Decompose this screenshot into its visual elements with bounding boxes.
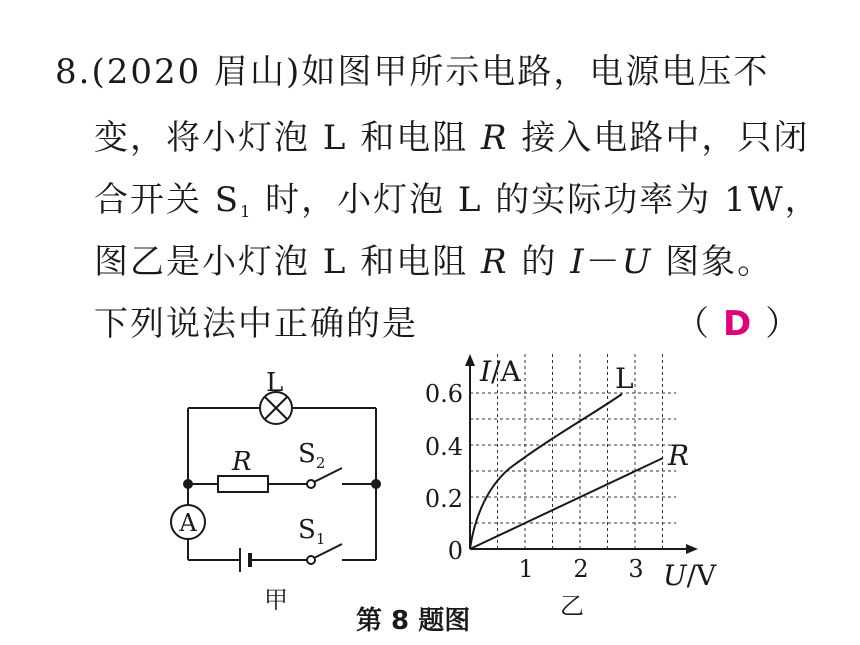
y-tick-label: 0.6 (424, 380, 463, 408)
switch-s2-label: $S_2$ (298, 439, 326, 472)
resistor-label: R (232, 447, 252, 477)
question-number: 8. (55, 52, 92, 92)
lamp-curve (470, 394, 622, 549)
lamp-label: L (266, 368, 284, 398)
current-symbol: I (570, 242, 586, 282)
switch-subscript: 1 (240, 202, 253, 221)
dash: － (585, 242, 622, 282)
lamp-curve-label: L (615, 362, 634, 395)
x-tick-label: 3 (628, 555, 644, 583)
question-line-4 (94, 242, 773, 282)
resistor-line-label: R (668, 439, 690, 472)
circuit-diagram (171, 392, 380, 572)
voltage-symbol: U (621, 242, 653, 282)
origin-label: 0 (447, 537, 463, 565)
y-axis-arrow (465, 354, 475, 366)
resistor-icon (218, 476, 268, 492)
question-text-4b: 的 (508, 242, 571, 282)
switch-s1-label: $S_1$ (298, 515, 326, 548)
ammeter-label: A (179, 509, 197, 537)
x-tick-label: 1 (518, 555, 534, 583)
question-text-4a: 图乙是小灯泡 L 和电阻 (94, 242, 482, 282)
question-text-2b: 接入电路中，只闭 (508, 118, 810, 158)
figure-caption: 第 8 题图 (356, 606, 471, 636)
question-line-2 (94, 118, 809, 158)
answer-open: （ (675, 304, 709, 344)
question-text-5: 下列说法中正确的是 (94, 304, 418, 344)
y-tick-label: 0.4 (424, 433, 463, 461)
answer-close: ） (765, 304, 800, 344)
resistor-line (470, 458, 663, 549)
junction-dot (372, 480, 380, 488)
graph-caption: 乙 (560, 592, 584, 620)
junction-dot (184, 480, 192, 488)
x-tick-label: 2 (573, 555, 589, 583)
answer-bracket (675, 304, 799, 344)
question-line-1 (55, 52, 769, 92)
x-axis-label: U/V (663, 559, 717, 592)
question-line-5 (94, 304, 418, 344)
y-axis-label: I/A (480, 355, 521, 388)
question-text-4c: 图象。 (652, 242, 774, 282)
resistor-symbol: R (481, 242, 509, 282)
question-line-3 (94, 180, 821, 232)
question-text-1: 如图甲所示电路，电源电压不 (301, 52, 770, 92)
question-text-3b: 时，小灯泡 L 的实际功率为 1W， (252, 180, 821, 220)
question-text-3a: 合开关 S (94, 180, 241, 220)
resistor-symbol: R (481, 118, 509, 158)
y-tick-label: 0.2 (424, 485, 463, 513)
question-text-2a: 变，将小灯泡 L 和电阻 (94, 118, 482, 158)
x-axis-arrow (686, 544, 698, 554)
question-source: (2020 眉山) (91, 52, 302, 92)
circuit-caption: 甲 (264, 586, 288, 614)
answer-choice: D (723, 304, 752, 344)
